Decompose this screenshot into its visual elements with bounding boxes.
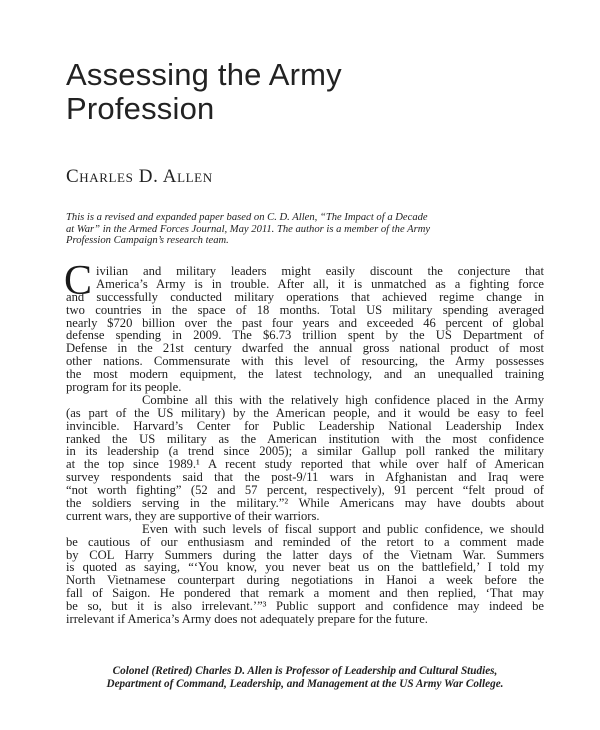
paragraph-3: [66, 523, 544, 626]
footer-line: Department of Command, Leadership, and Management at the US Army War College.: [106, 678, 504, 691]
body-line: America’s Army is in trouble. After all, it is unmatched as a fighting force: [96, 276, 544, 291]
paragraph-1: [66, 265, 544, 394]
body-line: defense spending in 2009. The $6.73 trillion spent by the US Department of: [66, 328, 544, 343]
body-line: in its leadership (a trend since 2005); a similar Gallup poll ranked the military: [66, 444, 544, 459]
footer-line: Colonel (Retired) Charles D. Allen is Professor of Leadership and Cultural Studies,: [112, 665, 498, 677]
body-line: current wars, they are supportive of their warriors.: [66, 508, 320, 523]
body-line: survey respondents said that the post-9/11 wars in Afghanistan and Iraq were: [66, 470, 544, 485]
body-line: be so, but it is also irrelevant.’”³ Public support and confidence may indeed be: [66, 599, 544, 614]
body-line: other nations. Commensurate with this level of resourcing, the Army possesses: [66, 354, 544, 369]
body-line: at the top since 1989.¹ A recent study reported that while over half of American: [66, 457, 544, 472]
body-line: “not worth fighting” (52 and 57 percent, respectively), 91 percent “felt proud of: [66, 483, 544, 498]
note-line: Profession Campaign’s research team.: [66, 235, 229, 247]
body-line: North Vietnamese counterpart during negotiations in Hanoi a week before the: [66, 573, 544, 588]
article-body: [64, 258, 544, 627]
body-line: invincible. Harvard’s Center for Public Leadership National Leadership Index: [66, 418, 544, 433]
body-line: ranked the US military as the American institution with the most confidence: [66, 431, 544, 446]
author-name: Charles D. Allen: [66, 166, 213, 187]
body-line: the most modern equipment, the latest technology, and an unequalled training: [66, 367, 544, 382]
article-title: [66, 58, 342, 126]
paragraph-2: [66, 394, 544, 523]
body-line: be cautious of our enthusiasm and reminded of the retort to a comment made: [66, 534, 544, 549]
body-line: Even with such levels of fiscal support and public confidence, we should: [142, 521, 544, 536]
body-line: two countries in the space of 18 months. Total US military spending averaged: [66, 302, 544, 317]
body-line: (as part of the US military) by the American people, and it would be easy to feel: [66, 405, 544, 420]
body-line: by COL Harry Summers during the latter days of the Vietnam War. Summers: [66, 547, 544, 562]
body-line: ivilian and military leaders might easily discount the conjecture that: [96, 264, 544, 278]
body-line: nearly $720 billion over the past four years and exceeded 46 percent of global: [66, 315, 544, 330]
title-line: Profession: [66, 91, 215, 126]
body-line: is quoted as saying, “‘You know, you never beat us on the battlefield,’ I told my: [66, 560, 544, 575]
body-line: and successfully conducted military operations that achieved regime change in: [66, 289, 544, 304]
note-line: This is a revised and expanded paper based on C. D. Allen, “The Impact of a Decade: [66, 212, 428, 223]
body-line: fall of Saigon. He pondered that remark a moment and then replied, ‘That may: [66, 586, 544, 601]
body-line: the soldiers serving in the military.”² While Americans may have doubts about: [66, 496, 544, 511]
body-line: Defense in the 21st century dwarfed the annual gross national product of most: [66, 341, 544, 356]
body-line: program for its people.: [66, 380, 182, 395]
body-line: irrelevant if America’s Army does not adequately prepare for the future.: [66, 612, 428, 627]
drop-cap: C: [64, 258, 93, 304]
title-line: Assessing the Army: [66, 57, 342, 92]
author-bio-footer: [66, 665, 544, 691]
editorial-note: [66, 212, 546, 247]
body-line: Combine all this with the relatively high confidence placed in the Army: [142, 392, 544, 407]
note-line: at War” in the Armed Forces Journal, May 2011. The author is a member of the Army: [66, 223, 431, 235]
